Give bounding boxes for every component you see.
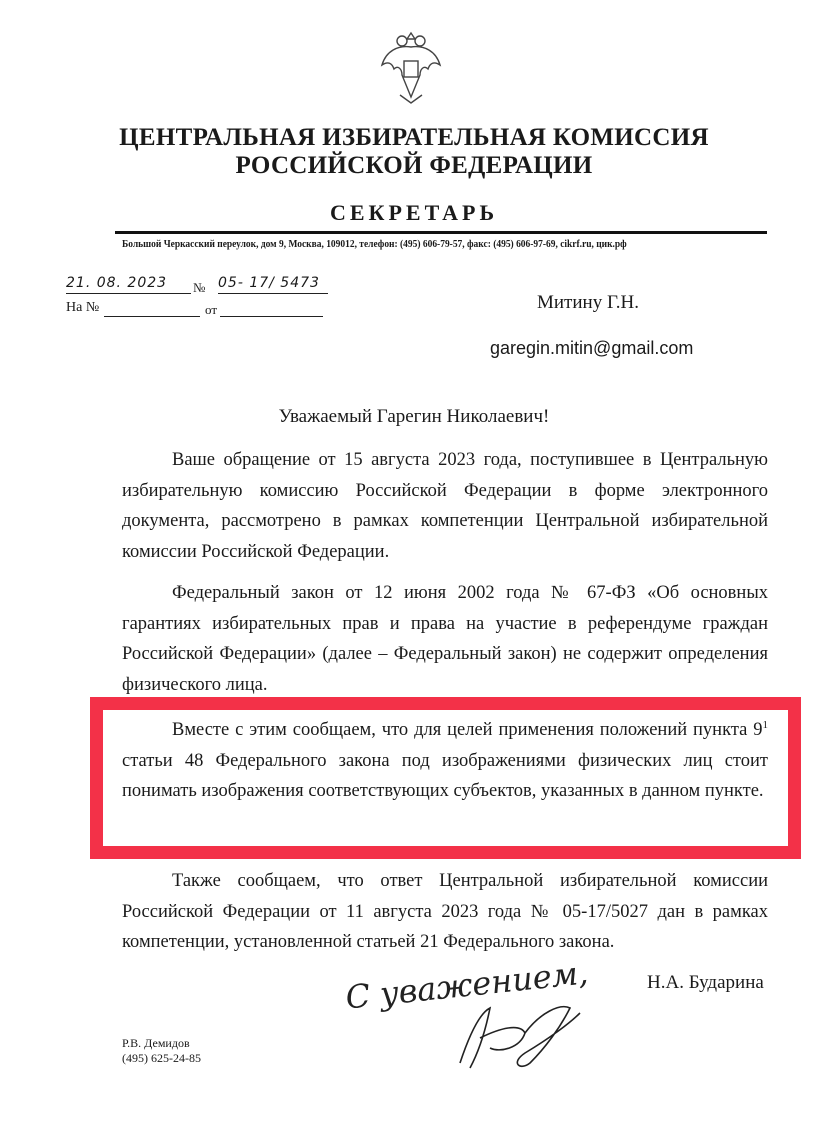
recipient-email: garegin.mitin@gmail.com bbox=[490, 338, 694, 358]
greeting: Уважаемый Гарегин Николаевич! bbox=[278, 406, 550, 427]
reply-to-line bbox=[104, 316, 200, 317]
from-line bbox=[220, 316, 323, 317]
org-name-line1: ЦЕНТРАЛЬНАЯ ИЗБИРАТЕЛЬНАЯ КОМИССИЯ bbox=[119, 124, 709, 151]
number-value: 05- 17/ 5473 bbox=[218, 275, 320, 291]
number-label: № bbox=[193, 280, 206, 295]
paragraph-3: Также сообщаем, что ответ Центральной избирательной комиссии Российской Федерации от 11 августа 2023 года № 05-17/5027 дан в рамках компетенции, установленной статьей 21 Федерального закона. bbox=[122, 871, 768, 952]
date-field bbox=[66, 274, 191, 294]
paragraph-2: Федеральный закон от 12 июня 2002 года № 67-ФЗ «Об основных гарантиях избирательных прав и права на участие в референдуме граждан Российской Федерации» (далее – Федеральный закон) не содержит определения физического лица. bbox=[122, 583, 768, 695]
executor-phone: (495) 625-24-85 bbox=[122, 1051, 201, 1065]
from-label: от bbox=[205, 302, 218, 317]
executor-name: Р.В. Демидов bbox=[122, 1036, 190, 1050]
position-title: СЕКРЕТАРЬ bbox=[329, 200, 499, 225]
org-name-line2: РОССИЙСКОЙ ФЕДЕРАЦИИ bbox=[235, 152, 593, 179]
recipient-name: Митину Г.Н. bbox=[537, 292, 640, 313]
highlight-text-2: статьи 48 Федерального закона под изображениями физических лиц стоит понимать изображения соответствующих субъектов, указанных в данном пункте. bbox=[122, 750, 768, 802]
closing-text: С уважением, bbox=[343, 953, 590, 1017]
signatory-name: Н.А. Бударина bbox=[647, 972, 764, 993]
org-address: Большой Черкасский переулок, дом 9, Москва, 109012, телефон: (495) 606-79-57, факс: (495) 606-97-69, cikrf.ru, цик.рф bbox=[122, 238, 627, 250]
highlighted-paragraph bbox=[122, 710, 768, 807]
header-divider bbox=[115, 231, 767, 234]
number-field bbox=[218, 274, 328, 294]
paragraph-1: Ваше обращение от 15 августа 2023 года, поступившее в Центральную избирательную комиссию Российской Федерации в форме электронного документа, рассмотрено в рамках компетенции Центральной избирательной комиссии Российской Федерации. bbox=[122, 450, 768, 562]
highlight-text-1: Вместе с этим сообщаем, что для целей применения положений пункта 9 bbox=[172, 720, 763, 741]
coat-of-arms-emblem bbox=[378, 25, 444, 107]
date-value: 21. 08. 2023 bbox=[66, 275, 168, 291]
signature-scribble bbox=[430, 993, 590, 1073]
superscript: 1 bbox=[762, 719, 768, 731]
reply-to-label: На № bbox=[66, 300, 100, 315]
